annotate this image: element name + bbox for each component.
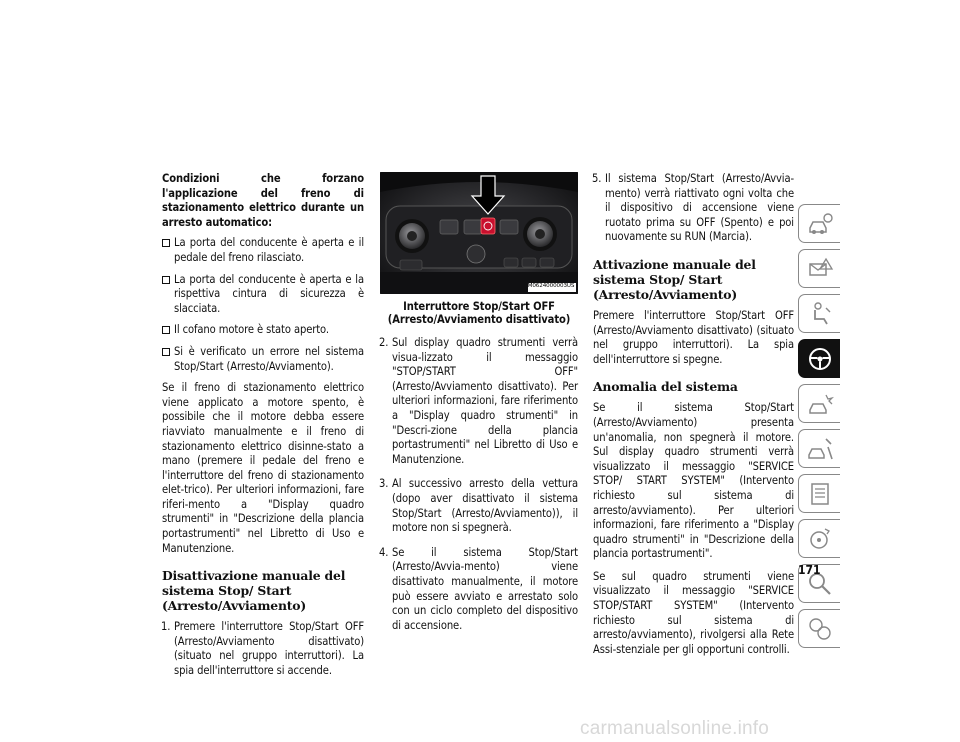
media-disc-icon <box>806 525 834 553</box>
square-bullet-icon <box>162 326 170 334</box>
fault-paragraph: Se il sistema Stop/Start (Arresto/Avviamento) presenta un'anomalia, non spegnerà il motore. Sul display quadro strumenti verrà visualizzato il messaggio "SERVICE STOP/ START SYSTEM" (Intervento richiesto sul sistema di arresto/avviamento). Per ulteriori informazioni, fare riferimento a "Display quadro strumenti" in "Descrizione della plancia portastrumenti". <box>593 401 794 561</box>
car-crash-icon <box>806 390 834 418</box>
activation-paragraph: Premere l'interruttore Stop/Start OFF (Arresto/Avviamento disattivato) (situato nel gruppo interruttori). La spia dell'interruttore si spegne. <box>593 308 794 366</box>
stop-start-switch-photo <box>380 172 578 294</box>
square-bullet-icon <box>162 276 170 284</box>
page-number: 171 <box>798 563 821 577</box>
checklist-icon <box>806 480 834 508</box>
tab-emergency[interactable] <box>798 384 840 423</box>
photo-caption: Interruttore Stop/Start OFF (Arresto/Avviamento disattivato) <box>387 300 571 326</box>
tab-maintenance[interactable] <box>798 429 840 468</box>
parking-brake-paragraph: Se il freno di stazionamento elettrico viene applicato a motore spento, è possibile che il motore debba essere riavviato manualmente e il freno di stazionamento elettrico disinne-stato a mano (premere il pedale del freno e l'interruttore del freno di stazionamento elet-trico). Per ulteriori informazioni, fare riferi-mento a "Display quadro strumenti" in "Descrizione della plancia portastrumenti" nel Libretto di Uso e Manutenzione. <box>162 381 364 555</box>
chapter-tabs <box>798 204 842 654</box>
manual-deactivation-heading: Disattivazione manuale del sistema Stop/ Start (Arresto/Avviamento) <box>162 568 346 614</box>
tab-seats[interactable] <box>798 294 840 333</box>
steps-list <box>380 336 578 633</box>
tab-multimedia[interactable] <box>798 519 840 558</box>
seat-person-icon <box>806 300 834 328</box>
square-bullet-icon <box>162 239 170 247</box>
conditions-list <box>162 236 364 374</box>
column-left <box>162 172 364 689</box>
photo-code: M0624000003US <box>527 283 575 289</box>
system-fault-heading: Anomalia del sistema <box>593 379 738 395</box>
column-middle <box>380 172 578 643</box>
list-item: 4. Se il sistema Stop/Start (Arresto/Avvia-mento) viene disattivato manualmente, il motore può essere avviato e arrestato solo con un ciclo completo del dispositivo di accensione. <box>379 545 578 632</box>
car-tools-icon <box>806 435 834 463</box>
list-item: Il cofano motore è stato aperto. <box>162 323 364 338</box>
list-item: 5. Il sistema Stop/Start (Arresto/Avvia-mento) verrà riattivato ogni volta che il dispositivo di accensione viene ruotato prima su OFF (Spento) e poi nuovamente su RUN (Marcia). <box>592 172 794 244</box>
list-item: La porta del conducente è aperta e la rispettiva cintura di sicurezza è slacciata. <box>162 273 364 317</box>
list-item: 3. Al successivo arresto della vettura (dopo aver disattivato il sistema Stop/Start (Arresto/Avviamento)), il motore non si spegnerà. <box>379 477 578 535</box>
tab-car-info[interactable] <box>798 204 840 243</box>
tab-languages[interactable] <box>798 609 840 648</box>
car-info-icon <box>806 210 834 238</box>
steering-wheel-icon <box>806 345 834 373</box>
list-item: 2. Sul display quadro strumenti verrà visua-lizzato il messaggio "STOP/START OFF" (Arresto/Avviamento disattivato). Per ulteriori informazioni, fare riferimento a "Display quadro strumenti" in "Descri-zione della plancia portastrumenti" nel Libretto di Uso e Manutenzione. <box>379 336 578 466</box>
steps-list <box>162 620 364 678</box>
multilingual-icon <box>806 615 834 643</box>
square-bullet-icon <box>162 348 170 356</box>
list-item: 1. Premere l'interruttore Stop/Start OFF (Arresto/Avviamento disattivato) (situato nel gruppo interruttori). La spia dell'interruttore si accende. <box>161 620 364 678</box>
list-item: Si è verificato un errore nel sistema Stop/Start (Arresto/Avviamento). <box>162 345 364 374</box>
column-right <box>593 172 794 665</box>
footer-watermark[interactable]: carmanualsonline.info <box>580 718 770 739</box>
tab-driving[interactable] <box>798 339 840 378</box>
steps-list <box>593 172 794 245</box>
dashboard-illustration <box>380 172 578 294</box>
list-item: La porta del conducente è aperta e il pedale del freno rilasciato. <box>162 236 364 265</box>
tab-specifications[interactable] <box>798 474 840 513</box>
tab-warnings[interactable] <box>798 249 840 288</box>
manual-activation-heading: Attivazione manuale del sistema Stop/ Start (Arresto/Avviamento) <box>593 256 756 302</box>
mail-warning-icon <box>806 255 834 283</box>
service-paragraph: Se sul quadro strumenti viene visualizzato il messaggio "SERVICE STOP/START SYSTEM" (Intervento richiesto sul sistema di arresto/avviamento), rivolgersi alla Rete Assi-stenziale per gli opportuni controlli. <box>593 569 794 656</box>
conditions-intro: Condizioni che forzano l'applicazione del freno di stazionamento elettrico durante un arresto automatico: <box>162 172 364 229</box>
